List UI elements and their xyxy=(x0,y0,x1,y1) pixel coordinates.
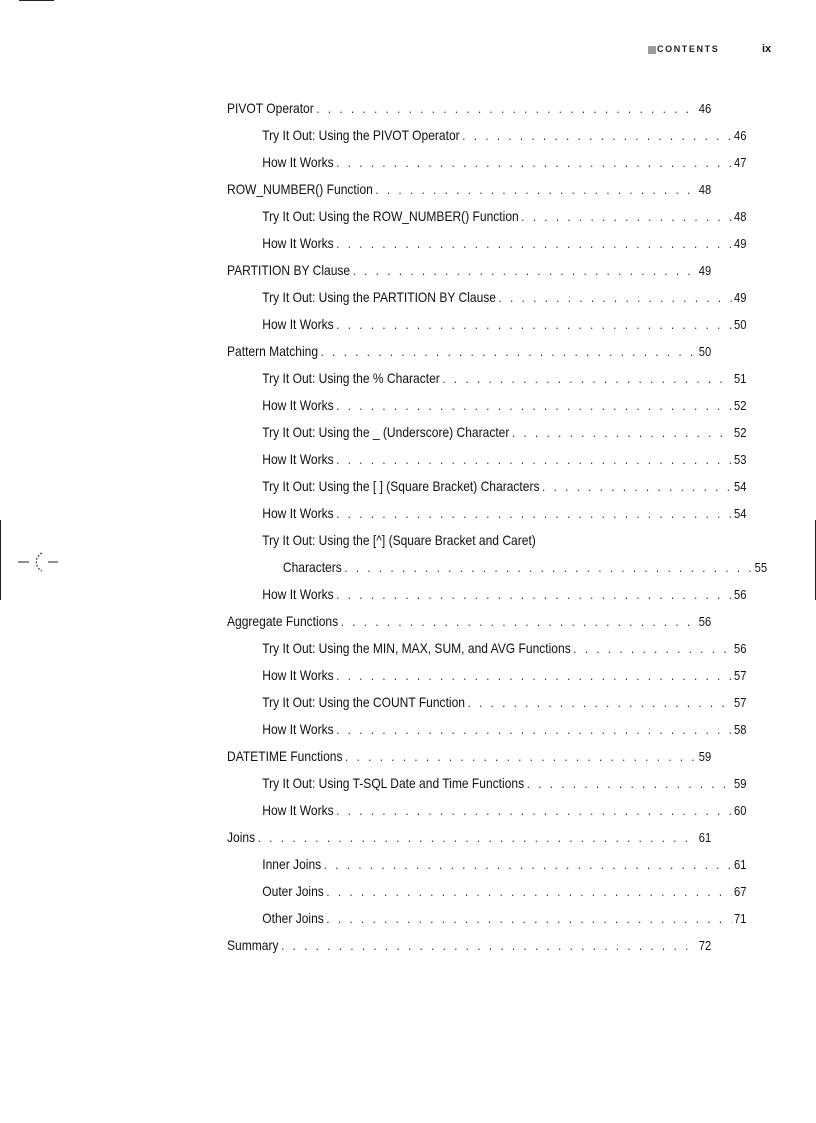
toc-entry-page-number: 53 xyxy=(733,452,747,467)
toc-dot-leader xyxy=(521,208,731,225)
toc-entry-title: How It Works xyxy=(262,235,334,251)
toc-entry[interactable] xyxy=(227,127,746,154)
toc-entry[interactable] xyxy=(227,451,746,478)
toc-entry[interactable] xyxy=(227,910,746,937)
table-of-contents xyxy=(227,100,768,964)
toc-entry[interactable] xyxy=(227,586,746,613)
toc-dot-leader xyxy=(573,640,731,657)
toc-dot-leader xyxy=(468,694,732,711)
toc-entry-title: Pattern Matching xyxy=(227,343,319,359)
toc-entry-page-number: 57 xyxy=(733,695,747,710)
toc-entry-page-number: 60 xyxy=(733,803,747,818)
toc-entry-title: PARTITION BY Clause xyxy=(227,262,351,278)
header-page-number: ix xyxy=(762,43,772,55)
toc-dot-leader xyxy=(336,586,731,603)
toc-entry-page-number: 46 xyxy=(733,128,747,143)
toc-entry[interactable] xyxy=(227,721,746,748)
toc-dot-leader xyxy=(336,451,731,468)
toc-entry-page-number: 50 xyxy=(698,344,712,359)
toc-entry[interactable] xyxy=(227,235,746,262)
toc-entry-title: How It Works xyxy=(262,397,334,413)
toc-entry-page-number: 67 xyxy=(733,884,747,899)
toc-entry-title: How It Works xyxy=(262,802,334,818)
toc-entry-title: How It Works xyxy=(262,316,334,332)
toc-entry-page-number: 50 xyxy=(733,317,747,332)
toc-entry[interactable] xyxy=(227,883,746,910)
toc-entry-title: DATETIME Functions xyxy=(227,748,343,764)
toc-entry[interactable] xyxy=(227,559,767,586)
toc-dot-leader xyxy=(336,235,731,252)
toc-entry[interactable] xyxy=(227,829,711,856)
toc-entry[interactable] xyxy=(227,397,746,424)
toc-dot-leader xyxy=(326,910,731,927)
toc-entry-page-number: 52 xyxy=(733,425,747,440)
toc-entry-title: PIVOT Operator xyxy=(227,100,314,116)
toc-entry[interactable] xyxy=(227,370,746,397)
toc-entry-title: Outer Joins xyxy=(262,883,324,899)
toc-entry[interactable] xyxy=(227,640,746,667)
toc-entry[interactable] xyxy=(227,667,746,694)
toc-entry[interactable] xyxy=(227,505,746,532)
toc-dot-leader xyxy=(324,856,732,873)
toc-entry-page-number: 72 xyxy=(698,938,712,953)
toc-entry-title: Inner Joins xyxy=(262,856,322,872)
header-section-title: CONTENTS xyxy=(657,44,720,54)
toc-entry-title: How It Works xyxy=(262,667,334,683)
toc-dot-leader xyxy=(375,181,696,198)
toc-dot-leader xyxy=(281,937,696,954)
running-header xyxy=(0,44,816,58)
toc-entry-title: Joins xyxy=(227,829,256,845)
registration-mark-icon xyxy=(18,549,62,575)
toc-entry[interactable] xyxy=(227,478,746,505)
toc-entry-title: ROW_NUMBER() Function xyxy=(227,181,373,197)
toc-entry[interactable] xyxy=(227,100,711,127)
toc-entry-title: How It Works xyxy=(262,154,334,170)
toc-entry[interactable] xyxy=(227,856,746,883)
toc-entry-page-number: 46 xyxy=(698,101,712,116)
toc-dot-leader xyxy=(336,397,731,414)
toc-dot-leader xyxy=(336,316,731,333)
toc-entry-page-number: 49 xyxy=(733,290,747,305)
toc-entry[interactable] xyxy=(227,694,746,721)
toc-entry-page-number: 52 xyxy=(733,398,747,413)
toc-entry-title: Characters xyxy=(282,559,342,575)
toc-entry-page-number: 54 xyxy=(733,506,747,521)
toc-entry[interactable] xyxy=(227,289,746,316)
toc-dot-leader xyxy=(345,748,696,765)
toc-entry-title: Try It Out: Using the ROW_NUMBER() Function xyxy=(262,208,519,224)
toc-dot-leader xyxy=(258,829,696,846)
toc-dot-leader xyxy=(316,100,696,117)
toc-entry[interactable] xyxy=(227,343,711,370)
toc-dot-leader xyxy=(336,802,731,819)
toc-entry[interactable] xyxy=(227,775,746,802)
toc-entry[interactable] xyxy=(227,316,746,343)
toc-entry-page-number: 71 xyxy=(733,911,747,926)
toc-dot-leader xyxy=(542,478,731,495)
toc-entry-title: Try It Out: Using the PIVOT Operator xyxy=(262,127,460,143)
header-square-icon xyxy=(648,46,656,54)
toc-entry-title: Try It Out: Using the _ (Underscore) Character xyxy=(262,424,510,440)
toc-dot-leader xyxy=(442,370,731,387)
toc-entry-page-number: 59 xyxy=(698,749,712,764)
toc-dot-leader xyxy=(341,613,696,630)
toc-entry-page-number: 56 xyxy=(733,587,747,602)
toc-entry[interactable] xyxy=(227,748,711,775)
toc-dot-leader xyxy=(321,343,697,360)
page-edge-left xyxy=(0,520,1,600)
toc-dot-leader xyxy=(326,883,731,900)
toc-dot-leader xyxy=(344,559,752,576)
toc-entry-title: Try It Out: Using the MIN, MAX, SUM, and AVG Functions xyxy=(262,640,571,656)
toc-entry-page-number: 54 xyxy=(733,479,747,494)
toc-entry-page-number: 49 xyxy=(698,263,712,278)
toc-entry-title: Try It Out: Using the COUNT Function xyxy=(262,694,466,710)
toc-dot-leader xyxy=(336,505,731,522)
toc-entry[interactable] xyxy=(227,424,746,451)
toc-entry-title: Try It Out: Using the PARTITION BY Clause xyxy=(262,289,497,305)
toc-entry-page-number: 47 xyxy=(733,155,747,170)
toc-entry-title: Try It Out: Using the [ ] (Square Bracket) Characters xyxy=(262,478,540,494)
toc-entry-page-number: 48 xyxy=(698,182,712,197)
toc-entry-title: Try It Out: Using T-SQL Date and Time Functions xyxy=(262,775,525,791)
toc-entry-title: Other Joins xyxy=(262,910,324,926)
toc-entry-title: Try It Out: Using the % Character xyxy=(262,370,440,386)
toc-entry-page-number: 61 xyxy=(733,857,747,872)
crop-mark-top xyxy=(19,0,54,1)
toc-dot-leader xyxy=(336,154,731,171)
toc-entry-page-number: 58 xyxy=(733,722,747,737)
toc-entry[interactable] xyxy=(227,262,711,289)
toc-entry-title: How It Works xyxy=(262,586,334,602)
toc-entry-title: Try It Out: Using the [^] (Square Bracket and Caret) xyxy=(262,532,536,548)
toc-entry-page-number: 49 xyxy=(733,236,747,251)
toc-entry[interactable] xyxy=(227,154,746,181)
toc-entry-page-number: 61 xyxy=(698,830,712,845)
toc-entry-title: How It Works xyxy=(262,451,334,467)
toc-entry[interactable] xyxy=(227,532,746,559)
toc-entry-page-number: 48 xyxy=(733,209,747,224)
toc-entry[interactable] xyxy=(227,208,746,235)
toc-dot-leader xyxy=(353,262,696,279)
toc-entry[interactable] xyxy=(227,937,711,964)
toc-entry-title: Summary xyxy=(227,937,279,953)
toc-entry-page-number: 51 xyxy=(733,371,747,386)
toc-entry-page-number: 57 xyxy=(733,668,747,683)
toc-entry-title: How It Works xyxy=(262,505,334,521)
toc-entry-title: How It Works xyxy=(262,721,334,737)
toc-dot-leader xyxy=(512,424,731,441)
toc-dot-leader xyxy=(499,289,732,306)
toc-dot-leader xyxy=(462,127,731,144)
toc-entry-page-number: 55 xyxy=(754,560,768,575)
toc-dot-leader xyxy=(336,721,731,738)
toc-entry[interactable] xyxy=(227,613,711,640)
toc-entry[interactable] xyxy=(227,802,746,829)
toc-dot-leader xyxy=(527,775,732,792)
toc-dot-leader xyxy=(336,667,731,684)
toc-entry[interactable] xyxy=(227,181,711,208)
toc-entry-page-number: 56 xyxy=(733,641,747,656)
toc-entry-page-number: 56 xyxy=(698,614,712,629)
toc-entry-title: Aggregate Functions xyxy=(227,613,339,629)
toc-entry-page-number: 59 xyxy=(733,776,747,791)
